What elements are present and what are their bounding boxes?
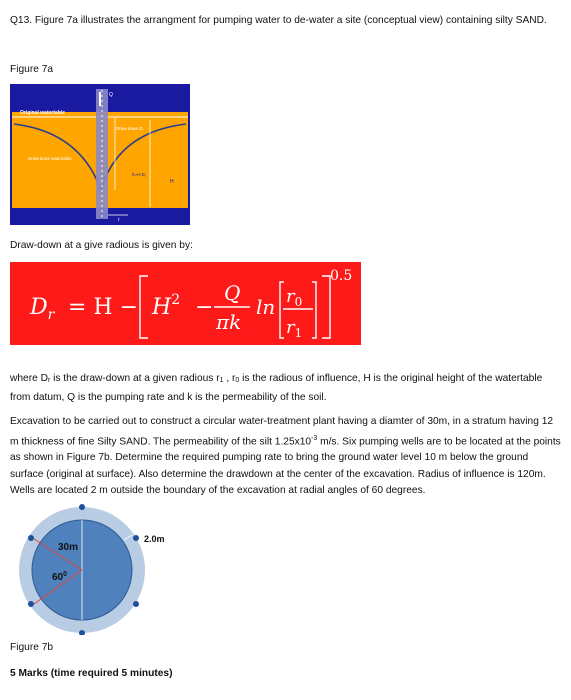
well-lower-right: [133, 601, 139, 607]
where-paragraph: where Dr is the draw-down at a given radious r1 , r0 is the radious of influence, H is the original height of the watertable from datum, Q is the pumping rate and k is the permeability of the soil.: [10, 373, 543, 403]
drawdown-intro: Draw-down at a give radious is given by:: [10, 240, 193, 251]
diameter-30m-label: 30m: [58, 542, 79, 553]
h-minus-d-label: $h=H-D_r$: [132, 172, 146, 178]
figure-7b-label: Figure 7b: [10, 642, 54, 653]
angle-60-label: $60^0$: [52, 571, 68, 583]
formula-r0: $r_0$: [286, 286, 303, 309]
well-top: [79, 504, 85, 510]
drawdown-watertable-label: Draw-down watertable: [28, 156, 72, 161]
drawdown-formula: [10, 262, 361, 345]
formula-ln: ln: [256, 295, 276, 319]
figure-7a-label: Figure 7a: [10, 64, 54, 75]
pumping-well: [96, 89, 108, 219]
formula-d: $D_r$: [30, 295, 55, 323]
formula-exponent: 0.5: [330, 268, 353, 284]
formula-minus: −: [195, 295, 214, 320]
well-upper-left: [28, 535, 34, 541]
offset-2m-label: 2.0m: [144, 534, 165, 544]
question-intro: Q13. Figure 7a illustrates the arrangment for pumping water to de-water a site (conceptual view) containing silty SAND.: [10, 15, 547, 26]
figure-7b-diagram: [12, 500, 177, 635]
formula-equals-h: = H −: [68, 295, 139, 320]
figure-7a-diagram: [10, 84, 190, 225]
well-upper-right: [133, 535, 139, 541]
formula-h-squared: $H^2$: [152, 292, 181, 320]
r-label: r: [118, 217, 120, 223]
well-lower-left: [28, 601, 34, 607]
excavation-paragraph: Excavation to be carried out to construct a circular water-treatment plant having a diamter of 30m, in a stratum having 12 m thickness of fine Silty SAND. The permeability of the silt $1.25x10^{-3}$ m/s. Six pumping wells are to be located at the points as shown in Figure 7b. Determine the required pumping rate to bring the ground water level 10 m below the ground surface (original at surface). Also determine the drawdown at the center of the excavation. Radius of influence is 120m. Wells are located 2 m outside the boundary of the excavation at radial angles of 60 degrees.: [10, 416, 561, 497]
q-label: Q: [109, 92, 113, 98]
drawdown-label: Draw-down $D_r$: [116, 126, 144, 132]
h-label: H: [170, 179, 174, 185]
formula-pik: πk: [216, 310, 242, 334]
original-watertable-label: Original watertable: [20, 110, 66, 116]
formula-background: [10, 262, 361, 345]
formula-r1: $r_1$: [286, 317, 303, 340]
marks-note: 5 Marks (time required 5 minutes): [10, 668, 173, 679]
formula-q: Q: [224, 281, 241, 305]
